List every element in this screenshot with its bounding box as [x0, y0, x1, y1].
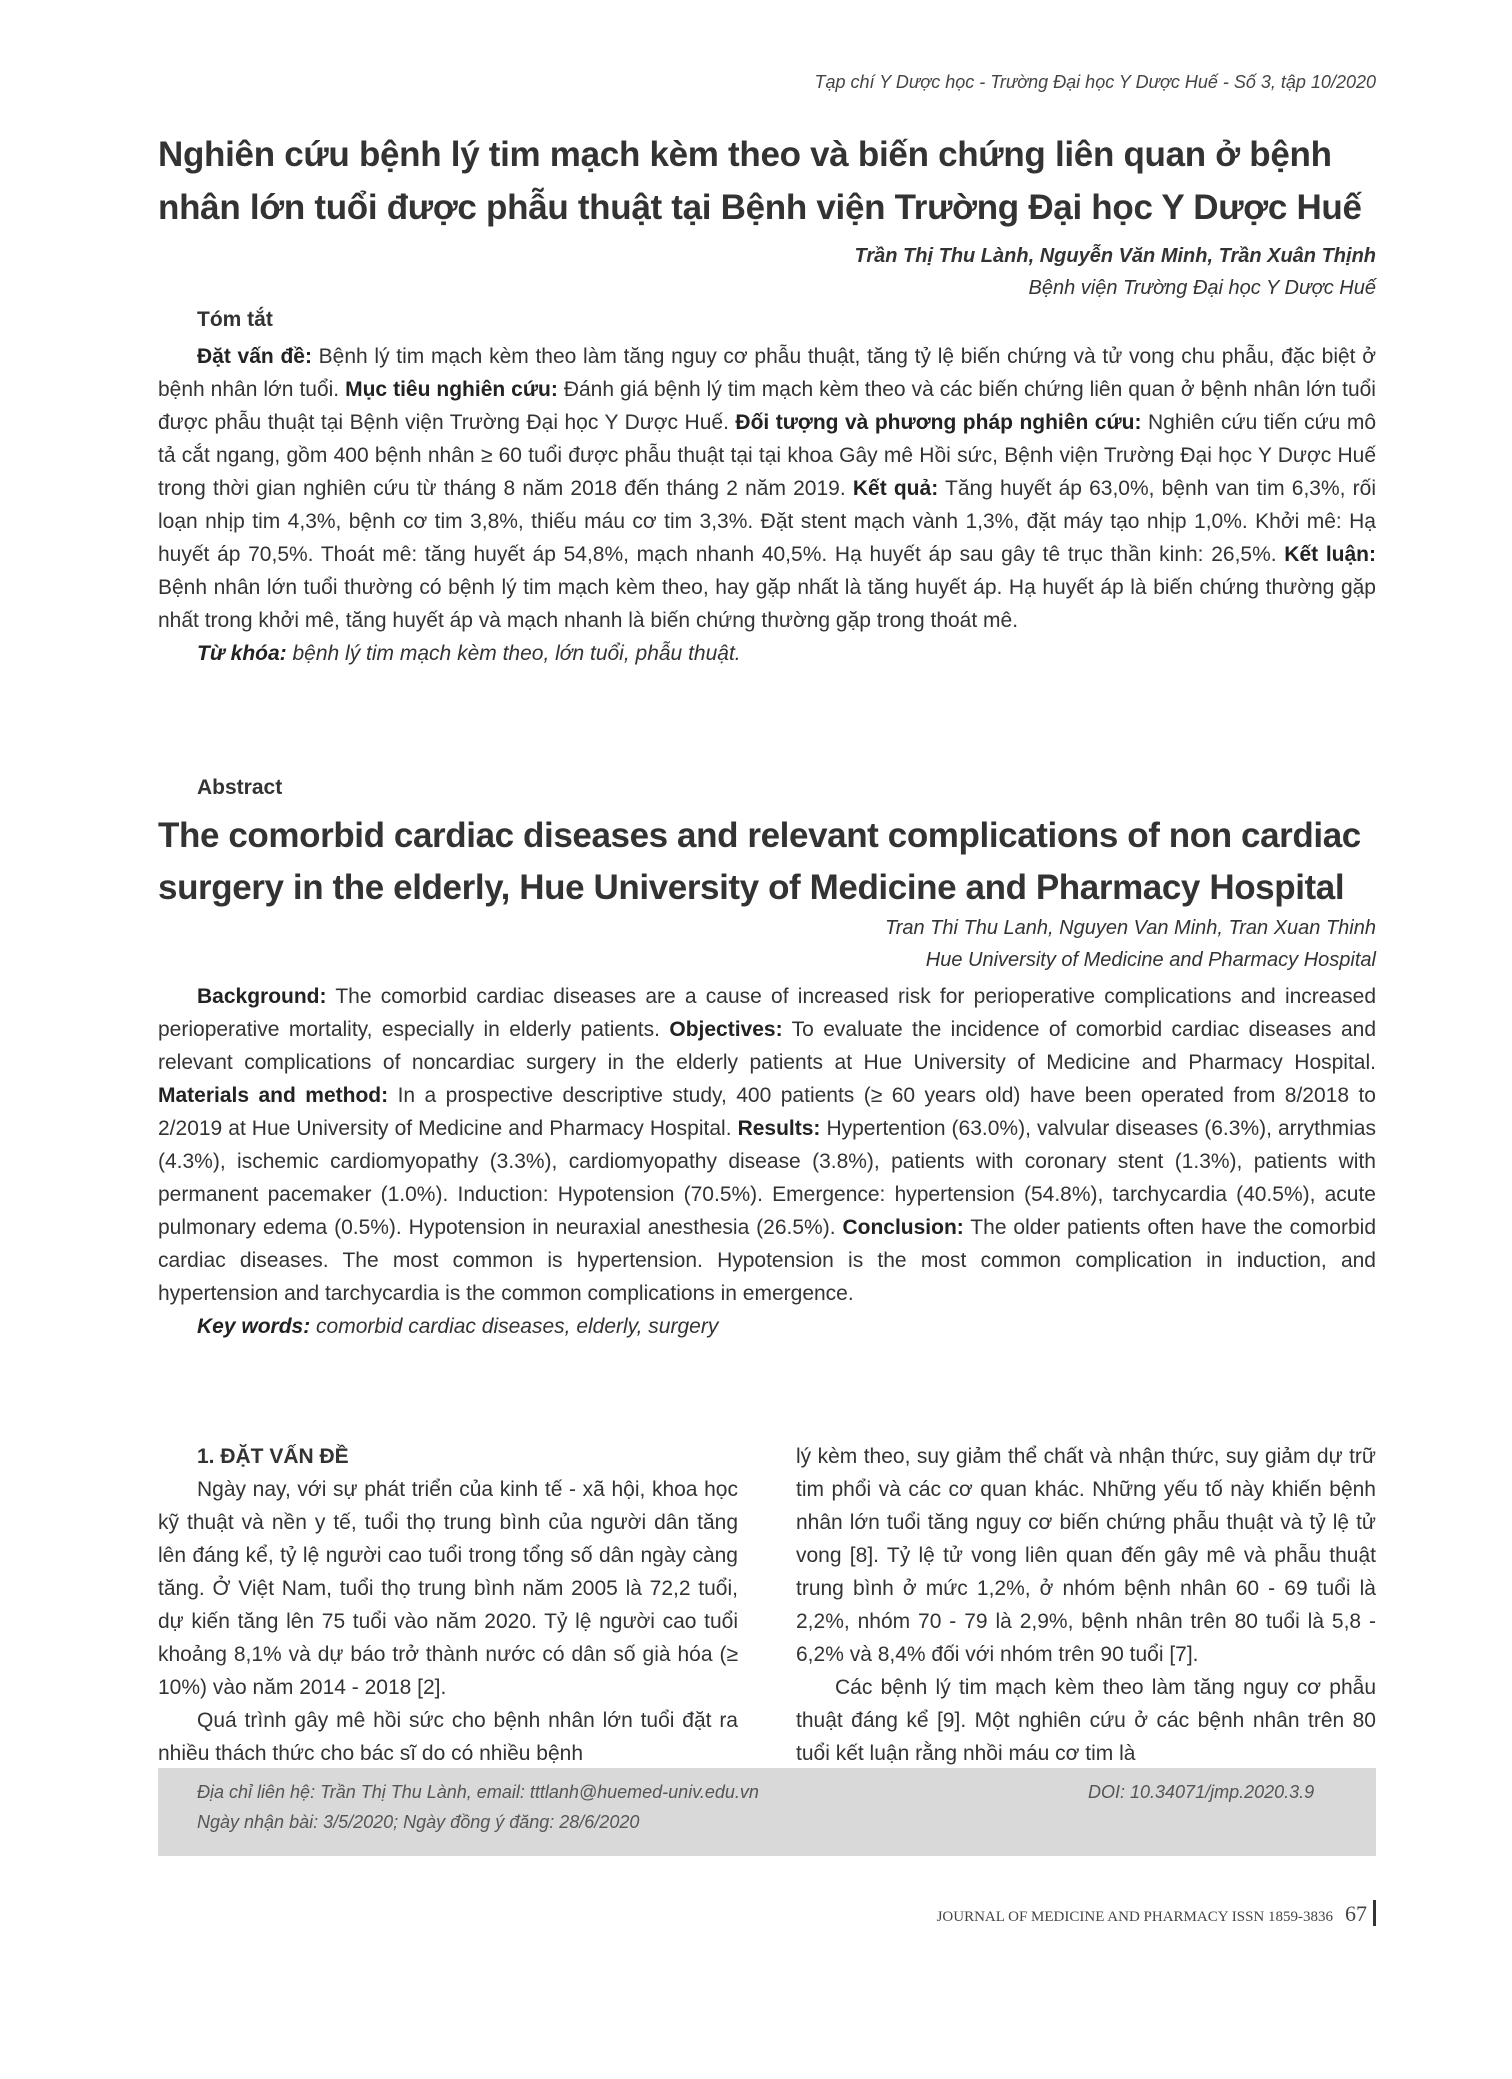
background-label-en: Background: — [197, 985, 327, 1008]
objective-vi: Đánh giá bệnh lý tim mạch kèm theo và các biến chứng liên quan ở bệnh nhân lớn tuổi được phẫu thuật tại Bệnh viện Trường Đại học Y Dược Huế. — [158, 378, 1376, 434]
conclusion-label-en: Conclusion: — [842, 1216, 964, 1239]
keywords-label-vi: Từ khóa: — [197, 642, 287, 665]
intro-paragraph-1: Ngày nay, với sự phát triển của kinh tế - xã hội, khoa học kỹ thuật và nền y tế, tuổi thọ trung bình của người dân tăng lên đáng kể, tỷ lệ người cao tuổi trong tổng số dân ngày càng tăng. Ở Việt Nam, tuổi thọ trung bình năm 2005 là 72,2 tuổi, dự kiến tăng lên 75 tuổi vào năm 2020. Tỷ lệ người cao tuổi khoảng 8,1% và dự báo trở thành nước có dân số già hóa (≥ 10%) vào năm 2014 - 2018 [2]. — [158, 1478, 738, 1699]
doi-line: DOI: 10.34071/jmp.2020.3.9 — [1088, 1782, 1315, 1802]
intro-paragraph-3: lý kèm theo, suy giảm thể chất và nhận thức, suy giảm dự trữ tim phổi và các cơ quan khác. Những yếu tố này khiến bệnh nhân lớn tuổi tăng nguy cơ biến chứng phẫu thuật và tỷ lệ tử vong [8]. Tỷ lệ tử vong liên quan đến gây mê và phẫu thuật trung bình ở mức 1,2%, ở nhóm bệnh nhân 60 - 69 tuổi là 2,2%, nhóm 70 - 79 là 2,9%, bệnh nhân trên 80 tuổi là 5,8 - 6,2% và 8,4% đối với nhóm trên 90 tuổi [7]. — [796, 1445, 1376, 1666]
results-vi: Tăng huyết áp 63,0%, bệnh van tim 6,3%, rối loạn nhịp tim 4,3%, bệnh cơ tim 3,8%, thiếu máu cơ tim 3,3%. Đặt stent mạch vành 1,3%, đặt máy tạo nhịp 1,0%. Khởi mê: Hạ huyết áp 70,5%. Thoát mê: tăng huyết áp 54,8%, mạch nhanh 40,5%. Hạ huyết áp sau gây tê trục thần kinh: 26,5%. — [158, 477, 1376, 566]
results-label-en: Results: — [737, 1117, 821, 1140]
affiliation-vi: Bệnh viện Trường Đại học Y Dược Huế — [1028, 277, 1376, 299]
keywords-label-en: Key words: — [197, 1315, 311, 1338]
conclusion-vi: Bệnh nhân lớn tuổi thường có bệnh lý tim mạch kèm theo, hay gặp nhất là tăng huyết áp. Hạ huyết áp là biến chứng thường gặp nhất trong khởi mê, tăng huyết áp và mạch nhanh là biến chứng thường gặp trong thoát mê. — [158, 576, 1376, 632]
results-label-vi: Kết quả: — [852, 477, 939, 500]
intro-paragraph-4: Các bệnh lý tim mạch kèm theo làm tăng nguy cơ phẫu thuật đáng kể [9]. Một nghiên cứu ở các bệnh nhân trên 80 tuổi kết luận rằng nhồi máu cơ tim là — [796, 1676, 1376, 1765]
results-en: Hypertention (63.0%), valvular diseases (6.3%), arrythmias (4.3%), ischemic cardiomyopathy (3.3%), cardiomyopathy disease (3.8%), patients with coronary stent (1.3%), patients with permanent pacemaker (1.0%). Induction: Hypotension (70.5%). Emergence: hypertension (54.8%), tarchycardia (40.5%), acute pulmonary edema (0.5%). Hypotension in neuraxial anesthesia (26.5%). — [158, 1117, 1376, 1239]
summary-label: Tóm tắt — [197, 308, 273, 331]
keywords-en: comorbid cardiac diseases, elderly, surgery — [310, 1315, 719, 1338]
intro-heading: 1. ĐẶT VẤN ĐỀ — [197, 1445, 349, 1468]
method-label-en: Materials and method: — [158, 1084, 389, 1107]
authors-en: Tran Thi Thu Lanh, Nguyen Van Minh, Tran Xuan Thinh — [884, 917, 1376, 939]
abstract-en — [158, 980, 1376, 1343]
background-en: The comorbid cardiac diseases are a cause of increased risk for perioperative complications and increased perioperative mortality, especially in elderly patients. — [158, 985, 1376, 1041]
journal-header: Tạp chí Y Dược học - Trường Đại học Y Dược Huế - Số 3, tập 10/2020 — [814, 72, 1376, 92]
background-label-vi: Đặt vấn đề: — [197, 345, 312, 368]
page-number: 67 — [1345, 1901, 1367, 1926]
conclusion-en: The older patients often have the comorbid cardiac diseases. The most common is hypertension. Hypotension is the most common complication in induction, and hypertension and tarchycardia is the common complications in emergence. — [158, 1216, 1376, 1305]
contact-box — [158, 1768, 1376, 1856]
intro-right-column — [796, 1440, 1376, 1770]
summary-vi — [158, 340, 1376, 670]
conclusion-label-vi: Kết luận: — [1284, 543, 1376, 566]
abstract-label: Abstract — [197, 776, 283, 799]
dates-line: Ngày nhận bài: 3/5/2020; Ngày đồng ý đăng: 28/6/2020 — [197, 1812, 640, 1832]
objective-label-vi: Mục tiêu nghiên cứu: — [345, 378, 558, 401]
method-vi: Nghiên cứu tiến cứu mô tả cắt ngang, gồm 400 bệnh nhân ≥ 60 tuổi được phẫu thuật tại tại khoa Gây mê Hồi sức, Bệnh viện Trường Đại học Y Dược Huế trong thời gian nghiên cứu từ tháng 8 năm 2018 đến tháng 2 năm 2019. — [158, 411, 1376, 500]
affiliation-en: Hue University of Medicine and Pharmacy Hospital — [925, 949, 1376, 971]
contact-line: Địa chỉ liên hệ: Trần Thị Thu Lành, email: tttlanh@huemed-univ.edu.vn — [197, 1782, 759, 1802]
article-title-vi: Nghiên cứu bệnh lý tim mạch kèm theo và biến chứng liên quan ở bệnh nhân lớn tuổi được phẫu thuật tại Bệnh viện Trường Đại học Y Dược Huế — [158, 135, 1362, 227]
intro-paragraph-2: Quá trình gây mê hồi sức cho bệnh nhân lớn tuổi đặt ra nhiều thách thức cho bác sĩ do có nhiều bệnh — [158, 1709, 738, 1765]
page-footer — [576, 1900, 1376, 1927]
page-bar — [1373, 1900, 1376, 1926]
intro-left-column — [158, 1440, 738, 1770]
keywords-vi: bệnh lý tim mạch kèm theo, lớn tuổi, phẫu thuật. — [286, 642, 741, 665]
method-en: In a prospective descriptive study, 400 patients (≥ 60 years old) have been operated from 8/2018 to 2/2019 at Hue University of Medicine and Pharmacy Hospital. — [158, 1084, 1376, 1140]
method-label-vi: Đối tượng và phương pháp nghiên cứu: — [735, 411, 1142, 434]
article-title-en: The comorbid cardiac diseases and relevant complications of non cardiac surgery in the elderly, Hue University of Medicine and Pharmacy Hospital — [158, 816, 1361, 907]
background-vi: Bệnh lý tim mạch kèm theo làm tăng nguy cơ phẫu thuật, tăng tỷ lệ biến chứng và tử vong chu phẫu, đặc biệt ở bệnh nhân lớn tuổi. — [158, 345, 1376, 401]
objectives-label-en: Objectives: — [669, 1018, 783, 1041]
authors-vi: Trần Thị Thu Lành, Nguyễn Văn Minh, Trần Xuân Thịnh — [854, 245, 1376, 267]
journal-issn: JOURNAL OF MEDICINE AND PHARMACY ISSN 1859-3836 — [936, 1909, 1333, 1925]
objectives-en: To evaluate the incidence of comorbid cardiac diseases and relevant complications of noncardiac surgery in the elderly patients at Hue University of Medicine and Pharmacy Hospital. — [158, 1018, 1377, 1074]
